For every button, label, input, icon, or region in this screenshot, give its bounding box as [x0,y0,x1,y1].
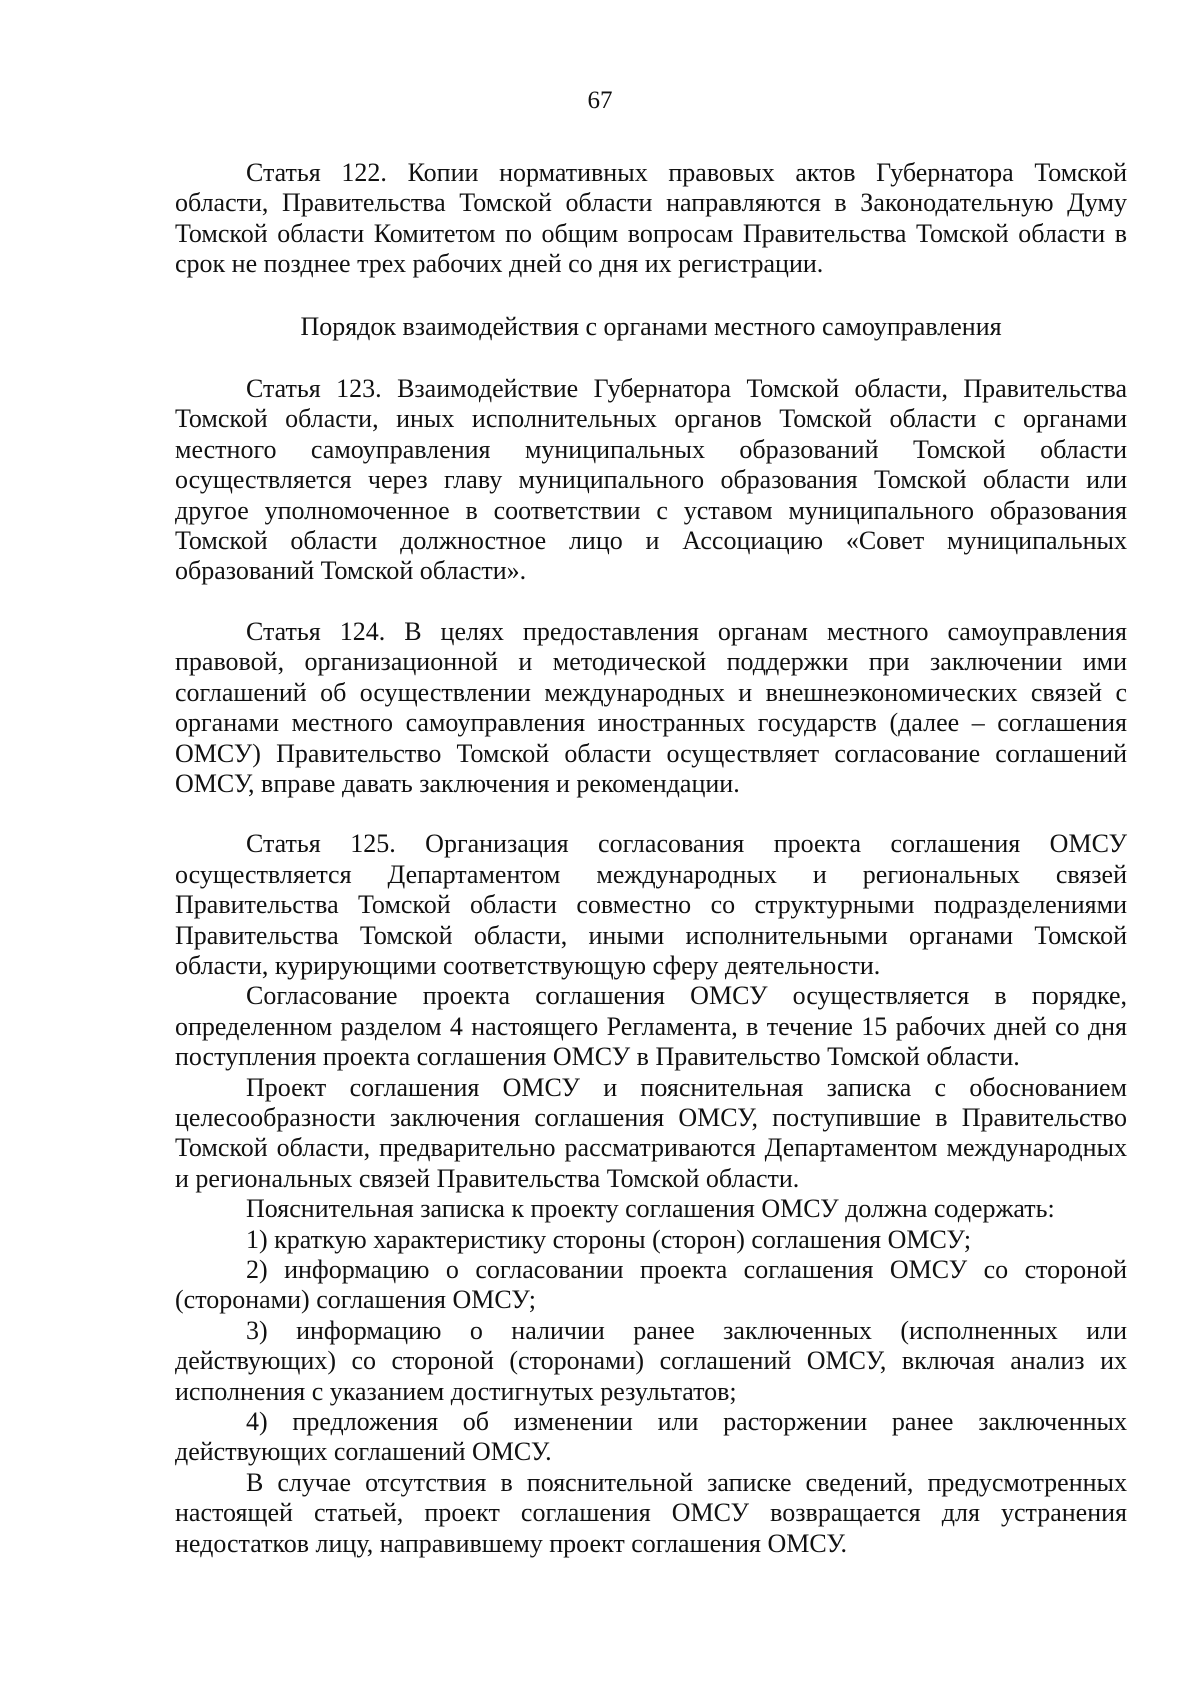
article-125-closing: В случае отсутствия в пояснительной записке сведений, предусмотренных настоящей статьей, проект соглашения ОМСУ возвращается для устранения недостатков лицу, направившему проект соглашения ОМСУ. [175,1467,1127,1558]
article-122: Статья 122. Копии нормативных правовых актов Губернатора Томской области, Правительства Томской области направляются в Законодательную Думу Томской области Комитетом по общим вопросам Правительства Томской области в срок не позднее трех рабочих дней со дня их регистрации. [175,158,1127,279]
document-body [175,158,1127,1559]
article-124: Статья 124. В целях предоставления органам местного самоуправления правовой, организационной и методической поддержки при заключении ими соглашений об осуществлении международных и внешнеэкономических связей с органами местного самоуправления иностранных государств (далее – соглашения ОМСУ) Правительство Томской области осуществляет согласование соглашений ОМСУ, вправе давать заключения и рекомендации. [175,616,1127,798]
article-123: Статья 123. Взаимодействие Губернатора Томской области, Правительства Томской области, иных исполнительных органов Томской области с органами местного самоуправления муниципальных образований Томской области осуществляется через главу муниципального образования Томской области или другое уполномоченное в соответствии с уставом муниципального образования Томской области должностное лицо и Ассоциацию «Совет муниципальных образований Томской области». [175,374,1127,586]
article-125-review: Проект соглашения ОМСУ и пояснительная записка с обоснованием целесообразности заключения соглашения ОМСУ, поступившие в Правительство Томской области, предварительно рассматриваются Департаментом международных и региональных связей Правительства Томской области. [175,1072,1127,1193]
list-item: 1) краткую характеристику стороны (сторон) соглашения ОМСУ; [246,1224,972,1254]
list-item: 2) информацию о согласовании проекта соглашения ОМСУ со стороной (сторонами) соглашения ОМСУ; [175,1255,1127,1315]
article-125-approval: Согласование проекта соглашения ОМСУ осуществляется в порядке, определенном разделом 4 настоящего Регламента, в течение 15 рабочих дней со дня поступления проекта соглашения ОМСУ в Правительство Томской области. [175,981,1127,1072]
page-number: 67 [587,87,613,114]
article-125-intro: Статья 125. Организация согласования проекта соглашения ОМСУ осуществляется Департаментом международных и региональных связей Правительства Томской области совместно со структурными подразделениями Правительства Томской области, иными исполнительными органами Томской области, курирующими соответствующую сферу деятельности. [175,829,1127,980]
section-heading: Порядок взаимодействия с органами местного самоуправления [300,311,1002,341]
list-item: 4) предложения об изменении или расторжении ранее заключенных действующих соглашений ОМСУ. [175,1407,1127,1467]
list-item: 3) информацию о наличии ранее заключенных (исполненных или действующих) со стороной (сторонами) соглашений ОМСУ, включая анализ их исполнения с указанием достигнутых результатов; [175,1315,1127,1406]
article-125-note-intro: Пояснительная записка к проекту соглашения ОМСУ должна содержать: [246,1194,1055,1224]
